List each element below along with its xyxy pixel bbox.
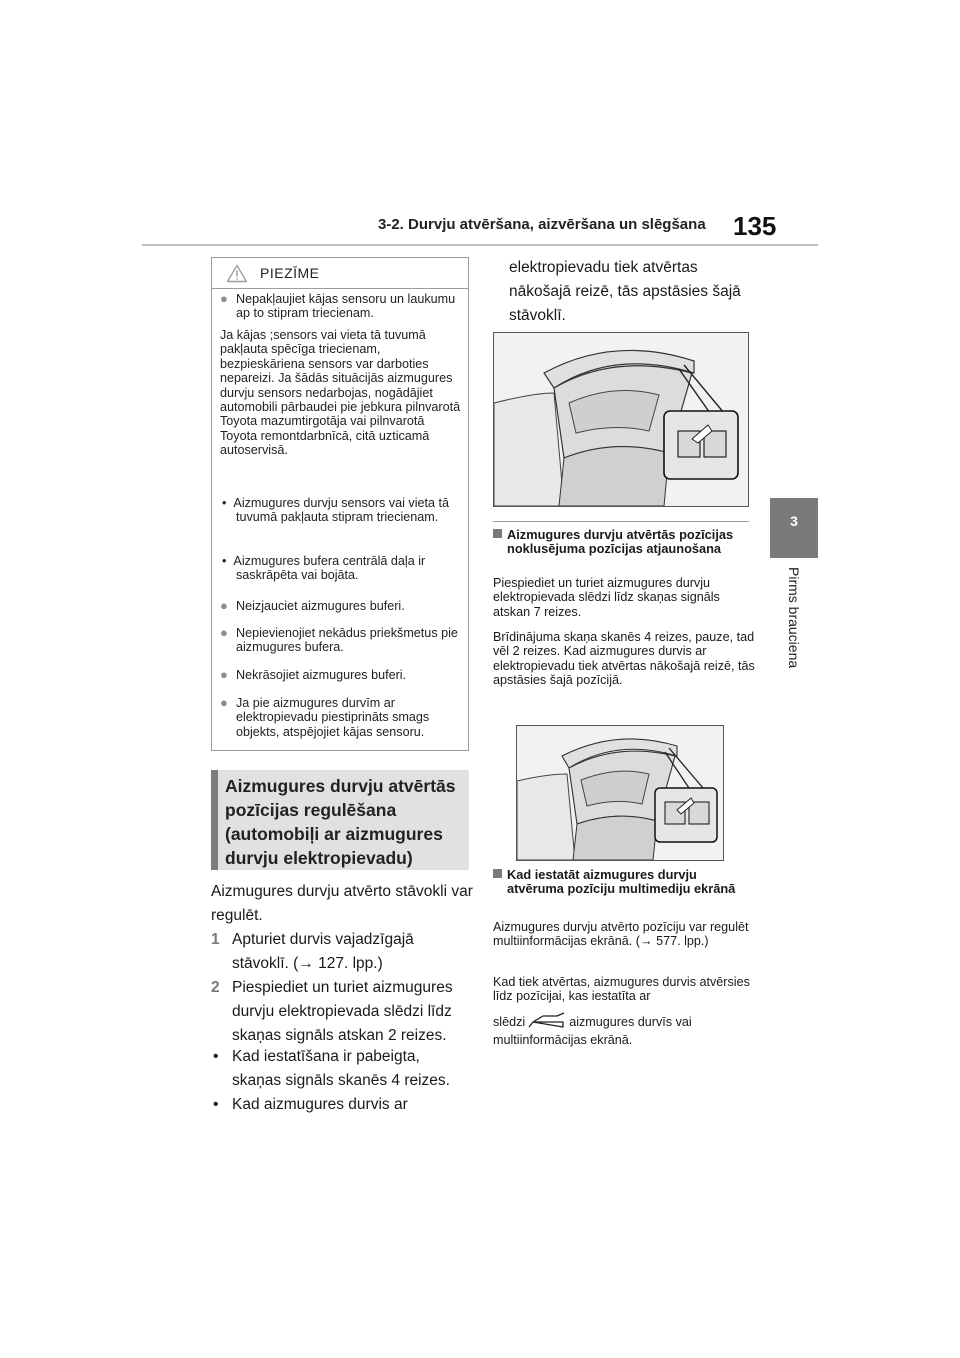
circle-bullet-icon: ● bbox=[220, 291, 228, 306]
tailgate-switch-illustration bbox=[493, 332, 749, 507]
notice-header bbox=[212, 258, 468, 289]
square-bullet-icon bbox=[493, 869, 502, 878]
paragraph: multiinformācijas ekrānā. bbox=[493, 1033, 633, 1047]
paragraph-with-icon: slēdzi aizmugures durvīs vai bbox=[493, 1012, 755, 1030]
continued-text: elektropievadu tiek atvērtas nākošajā reizē, tās apstāsies šajā stāvoklī. bbox=[509, 259, 741, 324]
notice-item: ● Nekrāsojiet aizmugures buferi. bbox=[220, 667, 407, 682]
tailgate-switch-illustration bbox=[516, 725, 724, 861]
step-2 bbox=[211, 976, 473, 1048]
section-heading: Aizmugures durvju atvērtās pozīcijas regulēšana (automobiļi ar aizmugures durvju elektropievadu) bbox=[225, 776, 456, 868]
subheading-reset-default: Aizmugures durvju atvērtās pozīcijas noklusējuma pozīcijas atjaunošana bbox=[493, 528, 753, 555]
bullet-item: • Kad aizmugures durvis ar bbox=[213, 1096, 408, 1113]
right-divider bbox=[493, 521, 749, 522]
heading-accent-bar bbox=[211, 770, 218, 870]
intro-text: Aizmugures durvju atvērto stāvokli var regulēt. bbox=[211, 883, 473, 924]
notice-box bbox=[211, 257, 469, 751]
tailgate-open-drawing bbox=[494, 333, 748, 506]
step-number: 1 bbox=[211, 931, 220, 948]
paragraph: Piespiediet un turiet aizmugures durvju elektropievada slēdzi līdz skaņas signāls atskan 7 reizes. bbox=[493, 576, 720, 619]
notice-title: PIEZĪME bbox=[260, 265, 320, 281]
step-text: Piespiediet un turiet aizmugures durvju elektropievada slēdzi līdz skaņas signāls atskan 2 reizes. bbox=[232, 979, 453, 1044]
notice-paragraph: Ja kājas ;sensors vai vieta tā tuvumā pakļauta spēcīga triecienam, bezpieskāriena sensors var darboties nepareizi. Ja šādās situācijās aizmugures durvju sensors nedarbojas, nogādājiet automobili pārbaudei pie jebkura pilnvarotā Toyota mazumtirgotāja vai pilnvarotā Toyota remontdarbnīcā, citā uzticamā autoservisā. bbox=[220, 328, 461, 458]
step-1 bbox=[211, 928, 473, 976]
notice-item: ● Ja pie aizmugures durvīm ar elektropievadu piestiprināts smags objekts, atspējojiet kājas sensoru. bbox=[220, 695, 430, 739]
section-title: 3-2. Durvju atvēršana, aizvēršana un slēgšana bbox=[378, 216, 706, 233]
chapter-tab: 3 bbox=[770, 498, 818, 558]
circle-bullet-icon: ● bbox=[220, 625, 228, 640]
notice-item: ● Nepievienojiet nekādus priekšmetus pie aizmugures bufera. bbox=[220, 625, 458, 655]
circle-bullet-icon: ● bbox=[220, 667, 228, 682]
notice-item: ● Nepakļaujiet kājas sensoru un laukumu ap to stipram triecienam. bbox=[220, 291, 456, 321]
paragraph: Aizmugures durvju atvērto pozīciju var regulēt multiinformācijas ekrānā. (→ 577. lpp.) bbox=[493, 920, 749, 949]
paragraph: Kad tiek atvērtas, aizmugures durvis atvērsies līdz pozīcijai, kas iestatīta ar bbox=[493, 975, 750, 1004]
notice-item: ● Neizjauciet aizmugures buferi. bbox=[220, 598, 405, 613]
notice-subitem: • Aizmugures durvju sensors vai vieta tā tuvumā pakļauta stipram triecienam. bbox=[222, 496, 450, 525]
step-text: Apturiet durvis vajadzīgajā stāvoklī. (→ 127. lpp.) bbox=[232, 931, 414, 972]
paragraph: Brīdinājuma skaņa skanēs 4 reizes, pauze, tad vēl 2 reizes. Kad aizmugures durvis ar elektropievadu tiek atvērtas nākošajā reizē, tās apstāsies šajā pozīcijā. bbox=[493, 630, 755, 688]
page-number: 135 bbox=[733, 211, 777, 241]
square-bullet-icon bbox=[493, 529, 502, 538]
notice-subitem: • Aizmugures bufera centrālā daļa ir saskrāpēta vai bojāta. bbox=[222, 554, 426, 583]
tailgate-open-drawing bbox=[517, 726, 723, 860]
warning-triangle-icon bbox=[226, 264, 248, 283]
section-heading-box bbox=[211, 770, 469, 870]
header-divider bbox=[142, 244, 818, 246]
bullet-item: • Kad iestatīšana ir pabeigta, skaņas signāls skanēs 4 reizes. bbox=[213, 1048, 450, 1089]
circle-bullet-icon: ● bbox=[220, 598, 228, 613]
subheading-multimedia-setting: Kad iestatāt aizmugures durvju atvēruma pozīciju multimediju ekrānā bbox=[493, 868, 753, 895]
car-tailgate-icon bbox=[527, 1012, 567, 1030]
chapter-label-text: Pirms brauciena bbox=[786, 567, 802, 669]
step-number: 2 bbox=[211, 979, 220, 996]
chapter-label bbox=[783, 567, 805, 680]
circle-bullet-icon: ● bbox=[220, 695, 228, 710]
